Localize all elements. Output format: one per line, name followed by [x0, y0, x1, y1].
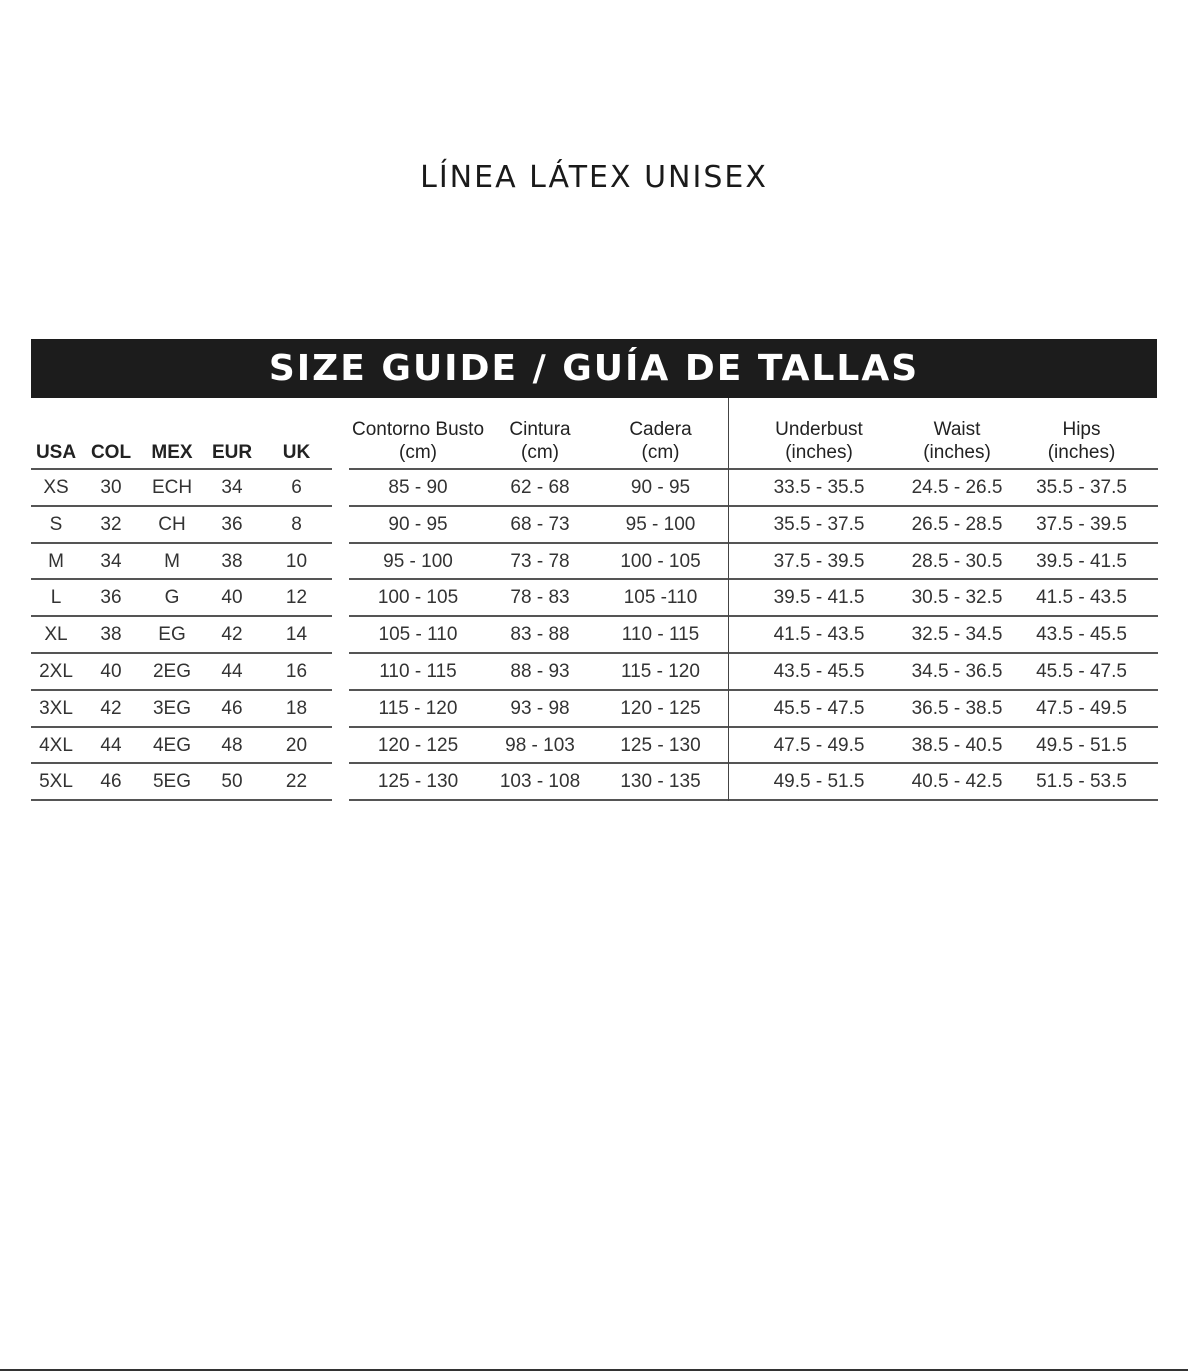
cell-hips: 49.5 - 51.5	[1036, 734, 1127, 756]
header-underbust	[729, 412, 909, 468]
cell-usa: S	[49, 513, 63, 535]
header-cintura-label: Cintura	[509, 419, 571, 440]
table-row	[729, 691, 1158, 728]
banner-title: SIZE GUIDE / GUÍA DE TALLAS	[268, 348, 920, 389]
cell-underbust: 43.5 - 45.5	[773, 660, 865, 682]
cell-bust: 100 - 105	[377, 587, 459, 609]
cell-hips: 37.5 - 39.5	[1036, 513, 1127, 535]
table-row	[31, 617, 332, 654]
cell-mex: 2EG	[152, 660, 192, 682]
cell-uk: 18	[285, 697, 308, 719]
table-row	[31, 764, 332, 801]
cell-hips: 43.5 - 45.5	[1036, 624, 1127, 646]
table-row	[349, 654, 728, 691]
cell-uk: 14	[285, 624, 308, 646]
header-hips-unit: (inches)	[1047, 442, 1116, 463]
cell-waist: 24.5 - 26.5	[911, 477, 1003, 498]
cell-bust: 120 - 125	[377, 734, 459, 756]
cell-underbust: 49.5 - 51.5	[773, 771, 865, 793]
cell-hips: 35.5 - 37.5	[1036, 477, 1127, 498]
cell-col: 46	[100, 771, 122, 793]
cell-cadera: 100 - 105	[620, 550, 701, 572]
header-eur: EUR	[211, 442, 253, 463]
cell-hips: 51.5 - 53.5	[1036, 771, 1127, 793]
table-header	[31, 412, 332, 470]
table-row	[349, 544, 728, 581]
cell-waist: 28.5 - 30.5	[911, 550, 1003, 572]
table-row	[729, 470, 1158, 507]
cell-col: 44	[100, 734, 122, 756]
cell-cintura: 68 - 73	[510, 513, 570, 535]
table-row	[729, 544, 1158, 581]
header-cadera-label: Cadera	[629, 419, 692, 440]
cell-waist: 26.5 - 28.5	[911, 513, 1003, 535]
cell-cintura: 88 - 93	[510, 660, 570, 682]
header-waist-unit: (inches)	[923, 442, 991, 463]
cell-hips: 45.5 - 47.5	[1036, 660, 1127, 682]
inches-measurements-table	[728, 398, 1158, 801]
cell-bust: 110 - 115	[379, 660, 457, 682]
header-underbust-unit: (inches)	[785, 442, 853, 463]
cell-col: 30	[100, 477, 122, 498]
cell-uk: 12	[285, 587, 308, 609]
table-row	[349, 728, 728, 765]
cell-usa: L	[50, 587, 62, 609]
header-hips	[1005, 412, 1158, 468]
cell-eur: 50	[221, 771, 243, 793]
cell-usa: 2XL	[39, 660, 73, 682]
table-row	[729, 654, 1158, 691]
cell-col: 40	[100, 660, 122, 682]
header-cintura-unit: (cm)	[521, 442, 559, 463]
cell-waist: 32.5 - 34.5	[911, 624, 1003, 646]
table-row	[729, 764, 1158, 801]
cell-underbust: 47.5 - 49.5	[773, 734, 865, 756]
cell-eur: 34	[221, 477, 243, 498]
cell-cadera: 115 - 120	[621, 660, 700, 682]
cell-underbust: 45.5 - 47.5	[773, 697, 865, 719]
cell-eur: 44	[221, 660, 243, 682]
header-cintura	[487, 412, 593, 468]
table-row	[349, 507, 728, 544]
cell-usa: 4XL	[39, 734, 73, 756]
table-row	[31, 580, 332, 617]
cell-underbust: 37.5 - 39.5	[773, 550, 865, 572]
cell-col: 34	[100, 550, 122, 572]
cell-cintura: 103 - 108	[499, 771, 581, 793]
header-bust-unit: (cm)	[399, 442, 437, 463]
table-row	[31, 470, 332, 507]
table-row	[31, 544, 332, 581]
cell-uk: 22	[285, 771, 308, 793]
cell-cadera: 120 - 125	[620, 697, 701, 719]
table-row	[729, 580, 1158, 617]
table-row	[349, 764, 728, 801]
header-col: COL	[90, 442, 132, 463]
cell-mex: 4EG	[152, 734, 192, 756]
cell-col: 36	[100, 587, 122, 609]
cm-measurements-table	[349, 412, 728, 801]
cell-hips: 41.5 - 43.5	[1036, 587, 1127, 609]
cell-waist: 38.5 - 40.5	[911, 734, 1003, 756]
cell-eur: 46	[221, 697, 243, 719]
cell-hips: 39.5 - 41.5	[1036, 550, 1127, 572]
table-row	[729, 728, 1158, 765]
header-bust-label: Contorno Busto	[351, 419, 485, 440]
cell-eur: 42	[221, 624, 243, 646]
cell-waist: 36.5 - 38.5	[911, 697, 1003, 719]
size-guide-banner	[31, 339, 1157, 398]
cell-eur: 36	[221, 513, 243, 535]
cell-cintura: 78 - 83	[510, 587, 570, 609]
cell-col: 42	[100, 697, 122, 719]
header-cadera	[593, 412, 728, 468]
cell-eur: 40	[221, 587, 243, 609]
cell-bust: 125 - 130	[377, 771, 459, 793]
table-row	[31, 728, 332, 765]
cell-mex: CH	[158, 513, 186, 535]
header-waist	[909, 412, 1005, 468]
table-row	[729, 507, 1158, 544]
cell-cadera: 95 - 100	[625, 513, 696, 535]
table-row	[31, 691, 332, 728]
cell-uk: 20	[285, 734, 308, 756]
header-usa: USA	[35, 442, 77, 463]
table-row	[349, 470, 728, 507]
cell-uk: 10	[285, 550, 308, 572]
cell-bust: 85 - 90	[388, 477, 448, 498]
table-row	[349, 580, 728, 617]
cell-waist: 30.5 - 32.5	[911, 587, 1003, 609]
header-hips-label: Hips	[1062, 419, 1101, 440]
cell-bust: 90 - 95	[388, 513, 448, 535]
header-bust	[349, 412, 487, 468]
cell-waist: 40.5 - 42.5	[911, 771, 1003, 793]
cell-cintura: 83 - 88	[510, 624, 570, 646]
cell-underbust: 41.5 - 43.5	[773, 624, 865, 646]
cell-cadera: 110 - 115	[621, 624, 700, 646]
line-title: LÍNEA LÁTEX UNISEX	[420, 160, 768, 195]
table-row	[31, 507, 332, 544]
cell-cintura: 62 - 68	[510, 477, 570, 498]
table-row	[31, 654, 332, 691]
size-systems-table	[31, 412, 332, 801]
cell-cadera: 125 - 130	[620, 734, 701, 756]
cell-underbust: 39.5 - 41.5	[773, 587, 865, 609]
table-row	[349, 617, 728, 654]
header-uk: UK	[282, 442, 311, 463]
cell-hips: 47.5 - 49.5	[1036, 697, 1127, 719]
cell-eur: 38	[221, 550, 243, 572]
cell-cintura: 73 - 78	[510, 550, 570, 572]
cell-uk: 6	[291, 477, 302, 498]
cell-usa: XL	[44, 624, 68, 646]
cell-mex: 3EG	[152, 697, 192, 719]
cell-uk: 8	[291, 513, 302, 535]
cell-usa: 5XL	[39, 771, 73, 793]
cell-waist: 34.5 - 36.5	[911, 660, 1003, 682]
cell-cintura: 93 - 98	[510, 697, 570, 719]
cell-cintura: 98 - 103	[505, 734, 575, 756]
table-header	[729, 398, 1158, 470]
cell-bust: 95 - 100	[383, 550, 453, 572]
header-waist-label: Waist	[933, 419, 981, 440]
cell-bust: 105 - 110	[378, 624, 458, 646]
header-cadera-unit: (cm)	[641, 442, 680, 463]
table-header	[349, 412, 728, 470]
cell-mex: ECH	[151, 477, 193, 498]
cell-cadera: 90 - 95	[630, 477, 691, 498]
cell-usa: M	[48, 550, 64, 572]
cell-bust: 115 - 120	[378, 697, 458, 719]
cell-usa: 3XL	[39, 697, 73, 719]
cell-usa: XS	[43, 477, 69, 498]
cell-mex: 5EG	[152, 771, 192, 793]
header-mex: MEX	[151, 442, 193, 463]
cell-mex: EG	[158, 624, 186, 646]
cell-cadera: 105 -110	[623, 587, 698, 609]
cell-underbust: 35.5 - 37.5	[773, 513, 865, 535]
cell-mex: G	[164, 587, 180, 609]
header-underbust-label: Underbust	[775, 419, 863, 440]
cell-underbust: 33.5 - 35.5	[773, 477, 865, 498]
cell-cadera: 130 - 135	[620, 771, 701, 793]
table-row	[349, 691, 728, 728]
table-row	[729, 617, 1158, 654]
cell-col: 32	[100, 513, 122, 535]
cell-eur: 48	[221, 734, 243, 756]
cell-uk: 16	[285, 660, 308, 682]
cell-col: 38	[100, 624, 122, 646]
cell-mex: M	[164, 550, 180, 572]
